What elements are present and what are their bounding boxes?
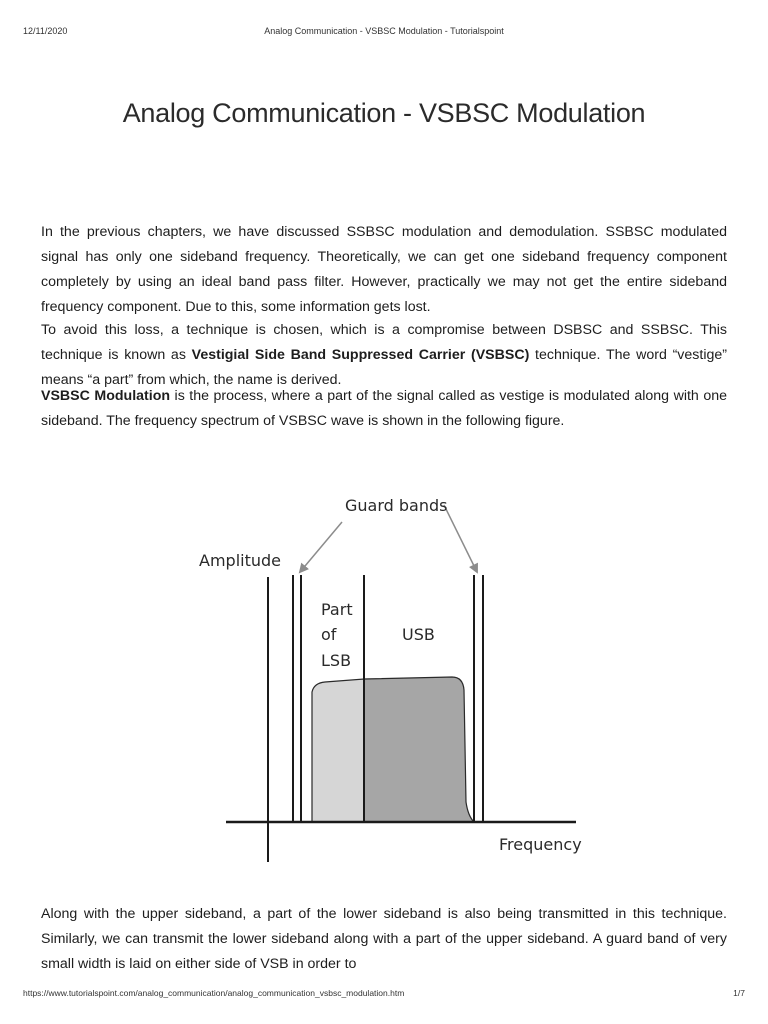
term-vsbsc: Vestigial Side Band Suppressed Carrier (VSBSC) xyxy=(191,347,530,363)
part-of-lsb-label-line1: Part xyxy=(321,600,353,619)
paragraph-text: To avoid this loss, a technique is chosen, which is a compromise between DSBSC and SSBSC. This technique is known as xyxy=(41,322,727,363)
guard-bands-label: Guard bands xyxy=(345,496,448,515)
frequency-label: Frequency xyxy=(499,835,582,854)
print-date: 12/11/2020 xyxy=(23,26,68,36)
page-number: 1/7 xyxy=(733,988,745,998)
guard-band-arrow-right xyxy=(444,505,477,572)
print-doc-title: Analog Communication - VSBSC Modulation - Tutorialspoint xyxy=(264,26,504,36)
page-url-link[interactable]: https://www.tutorialspoint.com/analog_communication/analog_communication_vsbsc_modulation.htm xyxy=(23,988,405,998)
part-of-lsb-label-line3: LSB xyxy=(321,651,352,670)
print-footer xyxy=(23,988,745,1002)
print-header xyxy=(23,26,745,40)
guard-band-arrow-left xyxy=(300,522,342,572)
spectrum-diagram xyxy=(190,480,590,870)
lsb-vestige-area xyxy=(312,679,364,822)
paragraph-vsbsc-definition xyxy=(41,318,727,393)
paragraph-vsb-transmission: Along with the upper sideband, a part of the lower sideband is also being transmitted in this technique. Similarly, we can transmit the lower sideband along with a part of the upper sideband. A guard band of very small width is laid on either side of VSB in order to xyxy=(41,906,727,972)
paragraph-text: is the process, where a part of the signal called as vestige is modulated along with one sideband. The frequency spectrum of VSBSC wave is shown in the following figure. xyxy=(41,388,727,429)
part-of-lsb-label-line2: of xyxy=(321,625,337,644)
amplitude-label: Amplitude xyxy=(199,551,281,570)
paragraph-intro: In the previous chapters, we have discussed SSBSC modulation and demodulation. SSBSC modulated signal has only one sideband frequency. Theoretically, we can get one sideband frequency component completely by using an ideal band pass filter. However, practically we may not get the entire sideband frequency component. Due to this, some information gets lost. xyxy=(41,224,727,315)
paragraph-text: technique. The word “vestige” means “a part” from which, the name is derived. xyxy=(41,347,727,388)
paragraph-vsbsc-modulation xyxy=(41,384,727,434)
vsbsc-spectrum-figure xyxy=(190,480,590,870)
page-title: Analog Communication - VSBSC Modulation xyxy=(122,98,646,128)
usb-area xyxy=(364,677,474,822)
term-vsbsc-modulation: VSBSC Modulation xyxy=(41,388,171,404)
usb-label: USB xyxy=(402,625,435,644)
